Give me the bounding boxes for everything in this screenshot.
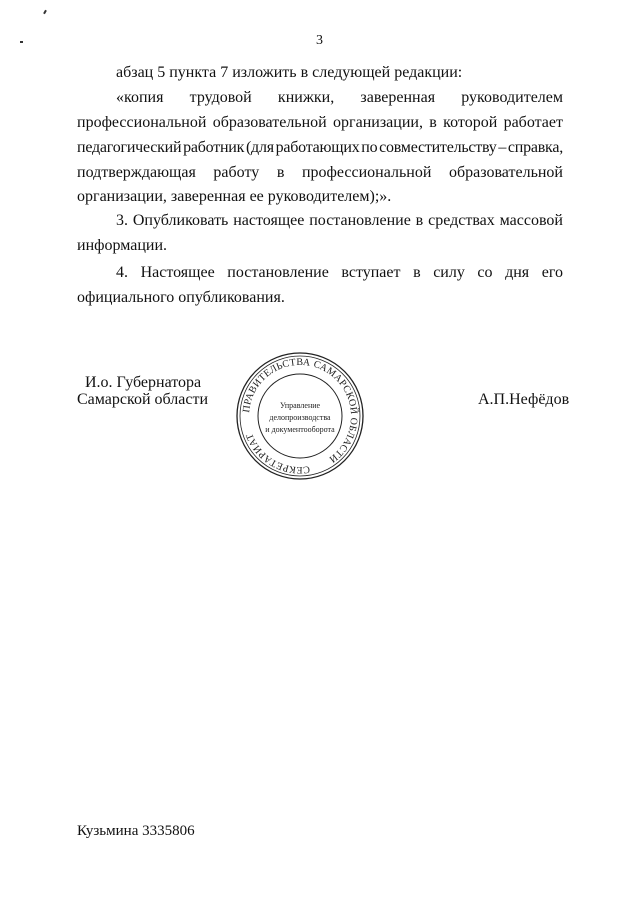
page-number: 3 [316, 33, 323, 48]
scan-speck [20, 41, 23, 43]
scan-speck [43, 10, 47, 14]
body-line: педагогический работник (для работающих по совместительству – справка, [77, 139, 564, 156]
body-line: «копия трудовой книжки, заверенная руководителем [116, 89, 563, 106]
executor-contact: Кузьмина 3335806 [77, 823, 195, 839]
signatory-position-line1: И.о. Губернатора [85, 374, 202, 391]
svg-text:СЕКРЕТАРИАТ [244, 432, 310, 475]
body-line: 3. Опубликовать настоящее постановление в средствах массовой [116, 212, 563, 229]
signatory-name: А.П.Нефёдов [478, 391, 570, 408]
body-line: абзац 5 пункта 7 изложить в следующей редакции: [116, 64, 463, 81]
stamp-outer-text: ПРАВИТЕЛЬСТВА САМАРСКОЙ ОБЛАСТИ [241, 356, 360, 465]
body-line: профессиональной образовательной организации, в которой работает [77, 114, 563, 131]
stamp-inner-line2: делопроизводства [269, 413, 331, 422]
stamp-outer-text-2: СЕКРЕТАРИАТ [244, 431, 311, 476]
signatory-position-line2: Самарской области [77, 391, 208, 408]
official-stamp [236, 352, 364, 480]
stamp-inner-line3: и документооборота [265, 425, 335, 434]
body-line: официального опубликования. [77, 289, 285, 306]
body-line: подтверждающая работу в профессиональной образовательной [77, 164, 563, 181]
body-line: 4. Настоящее постановление вступает в силу со дня его [116, 264, 563, 281]
stamp-inner-line1: Управление [279, 401, 321, 410]
body-line: информации. [77, 237, 168, 254]
body-line: организации, заверенная ее руководителем);». [77, 188, 392, 205]
